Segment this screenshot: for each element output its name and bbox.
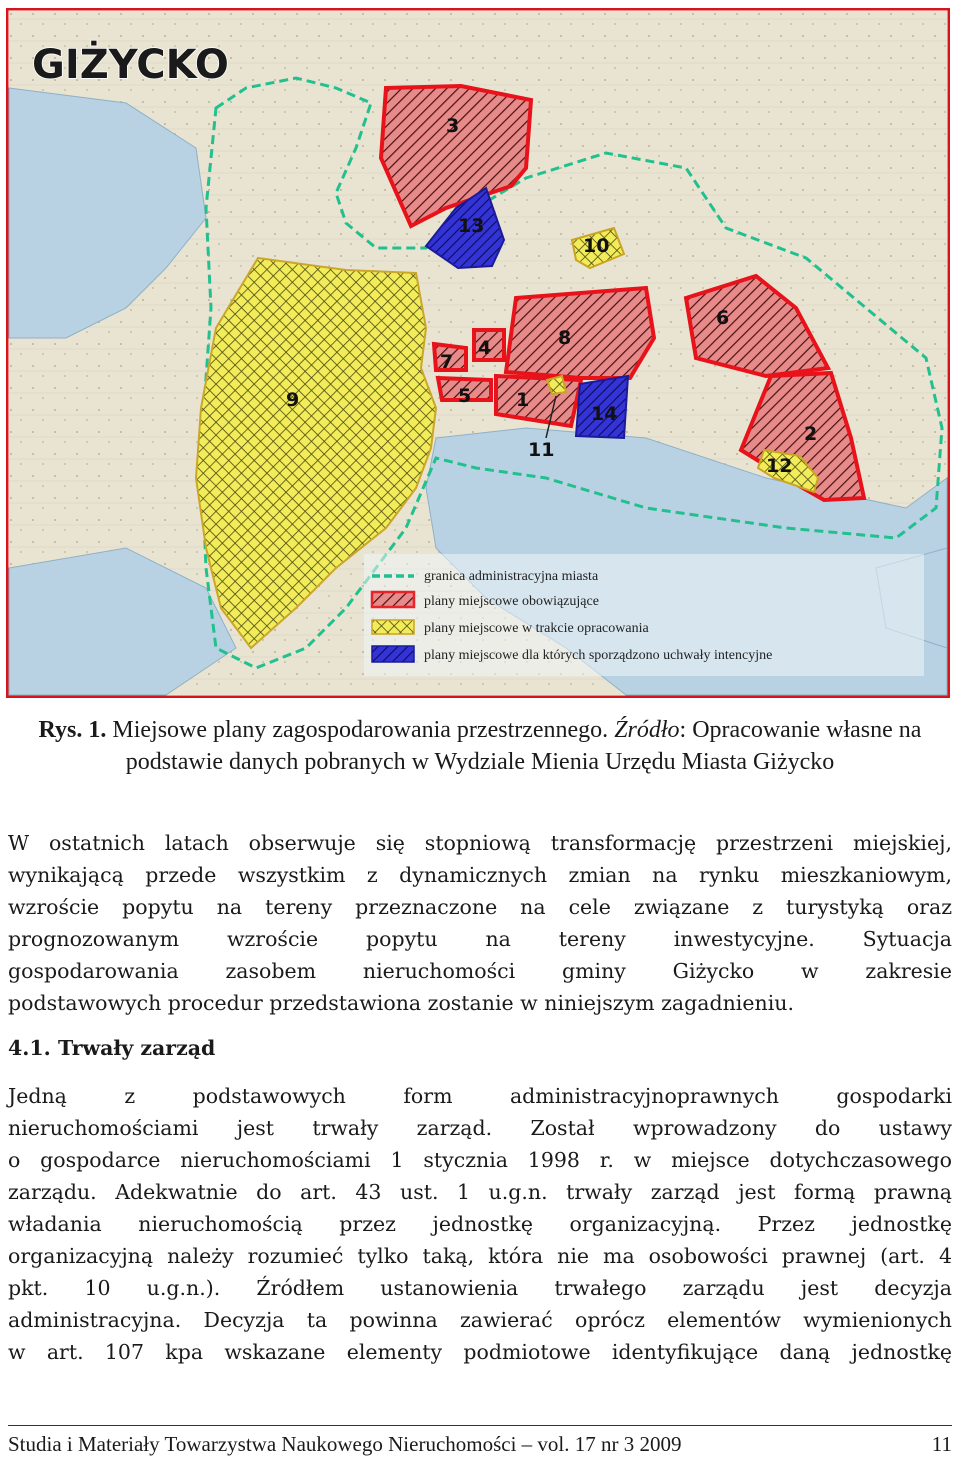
paragraph-line: administracyjna. Decyzja ta powinna zawierać oprócz elementów wymienionych xyxy=(8,1308,952,1332)
zone-label-4: 4 xyxy=(478,337,492,359)
map-legend xyxy=(364,554,924,676)
footer-journal: Studia i Materiały Towarzystwa Naukowego Nieruchomości – vol. 17 nr 3 2009 xyxy=(8,1432,682,1456)
page-number: 11 xyxy=(931,1432,952,1456)
paragraph-line: w art. 107 kpa wskazane elementy podmiotowe identyfikujące daną jednostkę xyxy=(8,1340,952,1364)
paragraph-line: W ostatnich latach obserwuje się stopniową transformację przestrzeni miejskiej, xyxy=(8,831,952,855)
zone-label-11: 11 xyxy=(528,439,555,461)
zone-label-7: 7 xyxy=(440,351,454,373)
zone-8 xyxy=(506,288,654,378)
paragraph-line: o gospodarce nieruchomościami 1 stycznia 1998 r. w miejsce dotychczasowego xyxy=(8,1148,952,1172)
zone-label-2: 2 xyxy=(804,423,818,445)
paragraph-line: podstawowych procedur przedstawiona zostanie w niniejszym zagadnieniu. xyxy=(8,991,794,1015)
zone-label-9: 9 xyxy=(286,389,300,411)
zone-label-1: 1 xyxy=(516,389,530,411)
footer-rule xyxy=(8,1425,952,1426)
page-footer xyxy=(8,1432,952,1457)
map-title: GIŻYCKO xyxy=(32,42,229,88)
paragraph-line: zarządu. Adekwatnie do art. 43 ust. 1 u.g.n. trwały zarząd jest formą prawną xyxy=(8,1180,952,1204)
zone-label-12: 12 xyxy=(766,455,793,477)
section-heading: 4.1. Trwały zarząd xyxy=(8,1036,216,1060)
zone-label-10: 10 xyxy=(583,235,610,257)
map-figure xyxy=(6,8,950,698)
paragraph-1 xyxy=(8,827,952,1019)
legend-red-swatch xyxy=(372,592,414,607)
paragraph-line: nieruchomościami jest trwały zarząd. Został wprowadzony do ustawy xyxy=(8,1116,952,1140)
legend-yellow-swatch xyxy=(372,620,414,634)
paragraph-line: organizacyjną należy rozumieć tylko taką, która nie ma osobowości prawnej (art. 4 xyxy=(8,1244,952,1268)
paragraph-line: wynikającą przede wszystkim z dynamicznych zmian na rynku mieszkaniowym, xyxy=(8,863,952,887)
figure-caption xyxy=(0,714,960,778)
zone-label-6: 6 xyxy=(716,307,730,329)
legend-blue-swatch xyxy=(372,646,414,662)
caption-source-label: Źródło xyxy=(614,717,680,743)
legend-label-active: plany miejscowe obowiązujące xyxy=(424,594,599,609)
paragraph-2 xyxy=(8,1080,952,1368)
caption-label: Rys. 1. xyxy=(38,717,107,743)
caption-source-text: : Opracowanie własne na podstawie danych pobranych w Wydziale Mienia Urzędu Miasta Giżycko xyxy=(125,717,922,775)
paragraph-line: gospodarowania zasobem nieruchomości gminy Giżycko w zakresie xyxy=(8,959,952,983)
legend-label-in-progress: plany miejscowe w trakcie opracowania xyxy=(424,621,649,636)
zone-label-14: 14 xyxy=(591,403,618,425)
paragraph-line: Jedną z podstawowych form administracyjnoprawnych gospodarki xyxy=(8,1084,952,1108)
legend-label-intent: plany miejscowe dla których sporządzono uchwały intencyjne xyxy=(424,648,773,663)
paragraph-line: prognozowanym wzroście popytu na tereny inwestycyjne. Sytuacja xyxy=(8,927,952,951)
zone-label-5: 5 xyxy=(458,385,472,407)
zone-label-13: 13 xyxy=(458,215,485,237)
paragraph-line: władania nieruchomością przez jednostkę organizacyjną. Przez jednostkę xyxy=(8,1212,952,1236)
legend-label-boundary: granica administracyjna miasta xyxy=(424,569,599,584)
caption-text: Miejsowe plany zagospodarowania przestrzennego. xyxy=(106,717,615,743)
paragraph-line: pkt. 10 u.g.n.). Źródłem ustanowienia trwałego zarządu jest decyzja xyxy=(8,1276,952,1300)
zone-label-3: 3 xyxy=(446,115,460,137)
paragraph-line: wzroście popytu na tereny przeznaczone na cele związane z turystyką oraz xyxy=(8,895,952,919)
zone-label-8: 8 xyxy=(558,327,572,349)
